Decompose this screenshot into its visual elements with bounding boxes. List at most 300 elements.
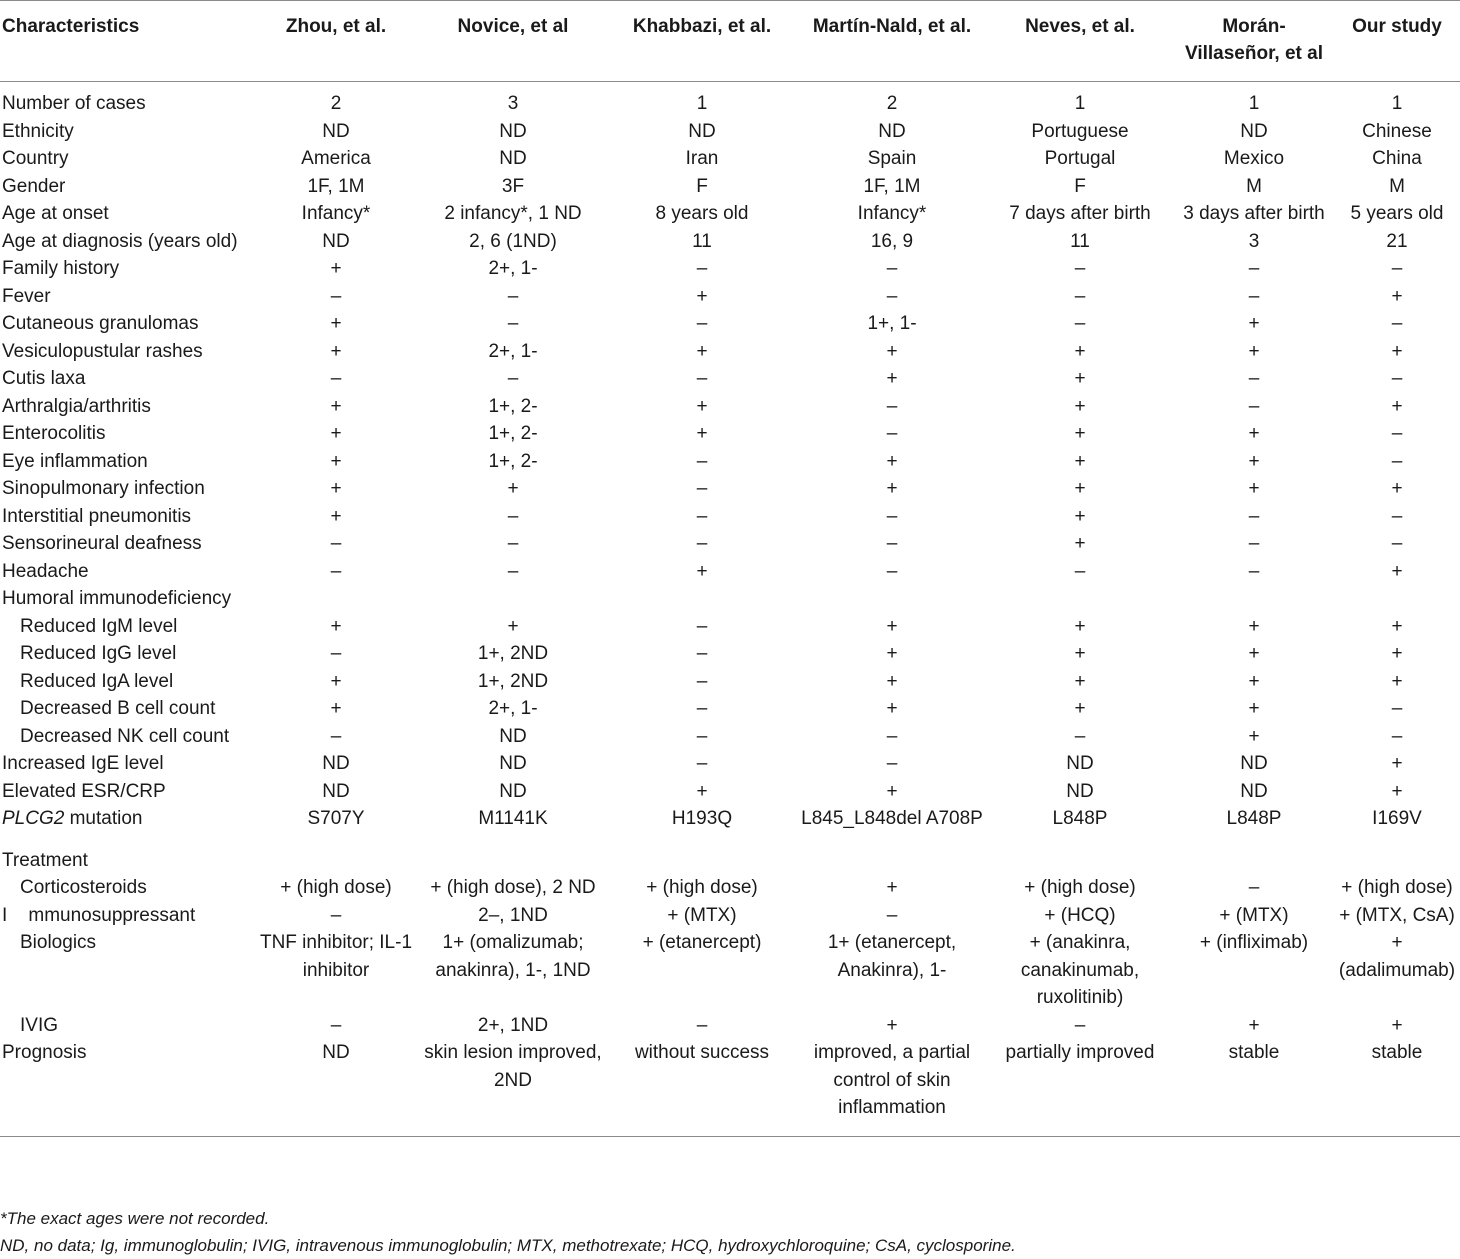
row-label: Prognosis (2, 1042, 87, 1063)
cell-value: M1141K (478, 808, 548, 829)
table-row (0, 365, 1460, 393)
cell-value: + (anakinra, canakinumab, ruxolitinib) (1020, 932, 1140, 1008)
cell-value: America (301, 148, 371, 169)
cell-value: + (1074, 505, 1086, 527)
row-label: Headache (2, 560, 89, 582)
cell-value: – (330, 560, 342, 582)
row-label: Country (2, 148, 69, 169)
spacer-row (0, 82, 1460, 91)
cell-value: – (330, 643, 342, 664)
cell-value: S707Y (307, 808, 365, 829)
cell-value: + (1391, 753, 1403, 774)
cell-value: – (886, 560, 898, 582)
cell-value: 1+, 2ND (477, 643, 549, 664)
cell-value: – (1391, 313, 1403, 334)
cell-value: 1+, 2- (488, 450, 538, 472)
cell-value (606, 833, 798, 875)
column-header-study: Neves, et al. (1025, 16, 1135, 37)
cell-value: – (507, 505, 519, 527)
cell-value: – (1074, 1014, 1086, 1036)
cell-value: – (886, 533, 898, 554)
table-row (0, 173, 1460, 201)
cell-value: + (MTX, CsA) (1339, 904, 1455, 926)
cell-value: – (1248, 877, 1260, 898)
cell-value: – (330, 904, 342, 926)
column-header-study: Martín-Nald, et al. (812, 16, 972, 37)
cell-value: + (330, 450, 342, 472)
cell-value: Chinese (1362, 120, 1432, 142)
cell-value: ND (499, 148, 527, 169)
cell-value: – (1391, 423, 1403, 444)
cell-value: 2 infancy*, 1 ND (444, 203, 582, 224)
cell-value: + (1391, 285, 1403, 307)
cell-value: + (1074, 478, 1086, 499)
cell-value: + (330, 395, 342, 417)
row-label: Biologics (20, 932, 97, 953)
cell-value: ND (322, 780, 350, 802)
cell-value: 7 days after birth (1009, 203, 1151, 224)
cell-value: + (330, 340, 342, 362)
row-label: Reduced IgA level (20, 670, 174, 692)
cell-value: – (886, 725, 898, 747)
cell-value: Iran (685, 148, 719, 169)
table-row (0, 283, 1460, 311)
cell-value: + (1074, 450, 1086, 472)
cell-value: ND (1240, 753, 1268, 774)
cell-value: – (886, 904, 898, 926)
column-header-study: Novice, et al (457, 16, 569, 37)
cell-value: Portugal (1044, 148, 1116, 169)
cell-value: + (1248, 615, 1260, 637)
table-row (0, 338, 1460, 366)
row-label: Gender (2, 175, 66, 197)
cell-value: – (1248, 560, 1260, 582)
cell-value: + (1248, 725, 1260, 747)
cell-value: 1+, 2- (488, 395, 538, 417)
cell-value: – (1248, 533, 1260, 554)
cell-value: improved, a partial control of skin inflammation (813, 1042, 971, 1118)
cell-value: Spain (867, 148, 917, 169)
cell-value: 2, 6 (1ND) (469, 230, 557, 252)
table-row (0, 902, 1460, 930)
row-label: Ethnicity (2, 120, 74, 142)
cell-value: – (1391, 698, 1403, 719)
cell-value: + (886, 450, 898, 472)
cell-value: + (507, 615, 519, 637)
table-row (0, 723, 1460, 751)
cell-value: – (1248, 285, 1260, 307)
table-row (0, 695, 1460, 723)
cell-value: – (1074, 725, 1086, 747)
cell-value: + (1248, 340, 1260, 362)
table-row (0, 420, 1460, 448)
cell-value: without success (634, 1042, 770, 1063)
cell-value: – (696, 258, 708, 279)
row-label: Age at diagnosis (years old) (2, 230, 238, 252)
cell-value: + (1074, 643, 1086, 664)
cell-value: ND (1240, 780, 1268, 802)
cell-value: + (886, 643, 898, 664)
cell-value: + (1391, 643, 1403, 664)
cell-value: 11 (1070, 230, 1090, 252)
cell-value: 1F, 1M (863, 175, 921, 197)
cell-value: + (HCQ) (1044, 904, 1116, 926)
cell-value: – (330, 1014, 342, 1036)
cell-value: F (1074, 175, 1086, 197)
cell-value: stable (1228, 1042, 1280, 1063)
row-label: Eye inflammation (2, 450, 148, 472)
cell-value: 3 days after birth (1183, 203, 1325, 224)
cell-value: + (infliximab) (1199, 932, 1309, 953)
cell-value: ND (688, 120, 716, 142)
cell-value: + (886, 615, 898, 637)
row-label: Reduced IgM level (20, 615, 178, 637)
cell-value: + (1248, 670, 1260, 692)
table-row (0, 200, 1460, 228)
cell-value: China (1372, 148, 1422, 169)
cell-value: + (1248, 698, 1260, 719)
table-body (0, 82, 1460, 1137)
table-row (0, 530, 1460, 558)
cell-value: + (1391, 395, 1403, 417)
cell-value: 2+, 1- (488, 340, 538, 362)
cell-value: + (1248, 478, 1260, 499)
cell-value: – (330, 368, 342, 389)
cell-value: – (696, 615, 708, 637)
cell-value: + (1074, 533, 1086, 554)
table-row (0, 640, 1460, 668)
cell-value: + (886, 478, 898, 499)
cell-value: + (886, 670, 898, 692)
cell-value: – (886, 753, 898, 774)
cell-value: 1F, 1M (307, 175, 365, 197)
cell-value: + (1074, 670, 1086, 692)
cell-value (798, 833, 986, 875)
cell-value: Infancy* (301, 203, 371, 224)
row-label: Increased IgE level (2, 753, 164, 774)
cell-value: – (507, 560, 519, 582)
cell-value: + (high dose) (1341, 877, 1453, 898)
cell-value: + (high dose) (1024, 877, 1136, 898)
cell-value: – (696, 368, 708, 389)
row-label: Number of cases (2, 93, 146, 114)
cell-value: I169V (1372, 808, 1422, 829)
cell-value: + (1391, 478, 1403, 499)
cell-value: + (1074, 423, 1086, 444)
cell-value: – (696, 478, 708, 499)
header-row (0, 1, 1460, 82)
cell-value: + (1074, 395, 1086, 417)
table-row (0, 228, 1460, 256)
cell-value: – (507, 313, 519, 334)
cell-value: + (330, 258, 342, 279)
cell-value: + (696, 395, 708, 417)
cell-value: + (1248, 1014, 1260, 1036)
cell-value: ND (322, 230, 350, 252)
cell-value: 1 (1074, 93, 1086, 114)
cell-value: + (696, 285, 708, 307)
cell-value: + (1248, 313, 1260, 334)
cell-value: – (696, 725, 708, 747)
table-row (0, 1012, 1460, 1040)
cell-value: + (886, 698, 898, 719)
row-label: Vesiculopustular rashes (2, 340, 203, 362)
row-label: Interstitial pneumonitis (2, 505, 192, 527)
cell-value: – (1248, 505, 1260, 527)
cell-value: – (1074, 285, 1086, 307)
cell-value: – (507, 285, 519, 307)
cell-value: + (1248, 423, 1260, 444)
table-row (0, 750, 1460, 778)
cell-value (252, 585, 420, 613)
column-header-characteristics: Characteristics (2, 16, 140, 37)
cell-value: – (696, 1014, 708, 1036)
cell-value: + (1074, 615, 1086, 637)
cell-value: + (high dose) (280, 877, 392, 898)
cell-value: + (1248, 643, 1260, 664)
cell-value: – (886, 505, 898, 527)
cell-value: – (696, 505, 708, 527)
cell-value: + (1074, 368, 1086, 389)
row-label: Enterocolitis (2, 423, 106, 444)
cell-value: Infancy* (857, 203, 927, 224)
table-row (0, 145, 1460, 173)
cell-value: – (696, 313, 708, 334)
cell-value: + (330, 313, 342, 334)
cell-value: + (1391, 340, 1403, 362)
cell-value: + (696, 423, 708, 444)
cell-value: – (507, 533, 519, 554)
table-row (0, 668, 1460, 696)
footnote-ages: *The exact ages were not recorded. (0, 1209, 270, 1228)
table-row (0, 874, 1460, 902)
row-label: Arthralgia/arthritis (2, 395, 151, 417)
cell-value: 1+, 2- (488, 423, 538, 444)
table-row (0, 805, 1460, 833)
cell-value: M (1389, 175, 1405, 197)
cell-value: ND (499, 725, 527, 747)
table-row (0, 255, 1460, 283)
footnote-abbreviations: ND, no data; Ig, immunoglobulin; IVIG, intravenous immunoglobulin; MTX, methotrexate; HCQ, hydroxychloroquine; CsA, cyclosporine. (0, 1236, 1016, 1255)
cell-value: – (1248, 368, 1260, 389)
cell-value: – (1391, 258, 1403, 279)
cell-value: + (886, 340, 898, 362)
cell-value: – (330, 285, 342, 307)
cell-value: + (886, 1014, 898, 1036)
cell-value: TNF inhibitor; IL-1 inhibitor (259, 932, 413, 981)
cell-value: ND (499, 780, 527, 802)
table-row (0, 310, 1460, 338)
cell-value: 3 (1248, 230, 1260, 252)
cell-value: 1+, 1- (867, 313, 917, 334)
cell-value: 21 (1386, 230, 1408, 252)
cell-value: + (330, 615, 342, 637)
cell-value (1174, 833, 1334, 875)
table-row (0, 558, 1460, 586)
cell-value: + (330, 478, 342, 499)
row-label: Sensorineural deafness (2, 533, 202, 554)
cell-value (1334, 585, 1460, 613)
cell-value: + (MTX) (1219, 904, 1289, 926)
cell-value: + (1391, 560, 1403, 582)
cell-value (420, 585, 606, 613)
row-label: Elevated ESR/CRP (2, 780, 166, 802)
cell-value: – (507, 368, 519, 389)
cell-value: + (1248, 450, 1260, 472)
table-row (0, 929, 1460, 1012)
cell-value: Portuguese (1031, 120, 1129, 142)
cell-value: – (886, 423, 898, 444)
cell-value: ND (1240, 120, 1268, 142)
cell-value: ND (878, 120, 906, 142)
cell-value: + (886, 877, 898, 898)
cell-value: Mexico (1223, 148, 1285, 169)
cell-value: 1+, 2ND (477, 670, 549, 692)
cell-value: L845_L848del A708P (801, 808, 983, 829)
cell-value: 8 years old (655, 203, 749, 224)
cell-value (798, 585, 986, 613)
cell-value: + (507, 478, 519, 499)
cell-value: + (high dose), 2 ND (430, 877, 596, 898)
cell-value: 2+, 1- (488, 258, 538, 279)
cell-value: – (1074, 313, 1086, 334)
cell-value: – (696, 643, 708, 664)
cell-value: + (1391, 780, 1403, 802)
cell-value: 1 (1248, 93, 1260, 114)
cell-value: – (1391, 725, 1403, 747)
cell-value: 3F (501, 175, 525, 197)
cell-value: 3 (507, 93, 519, 114)
cell-value: ND (499, 753, 527, 774)
row-label: I mmunosuppressant (2, 904, 196, 926)
cell-value: + (330, 423, 342, 444)
row-label: Age at onset (2, 203, 109, 224)
column-header-study: Zhou, et al. (285, 16, 387, 37)
cell-value: H193Q (671, 808, 733, 829)
table-row (0, 90, 1460, 118)
row-label: Fever (2, 285, 51, 307)
table-row (0, 475, 1460, 503)
cell-value: – (1391, 450, 1403, 472)
cell-value (1174, 585, 1334, 613)
cell-value: 1+ (omalizumab; anakinra), 1-, 1ND (435, 932, 591, 981)
row-label: Humoral immunodeficiency (2, 588, 232, 609)
cell-value: 1 (696, 93, 708, 114)
cell-value: + (etanercept) (642, 932, 762, 953)
cell-value (252, 833, 420, 875)
cell-value: ND (1066, 780, 1094, 802)
cell-value: – (1391, 533, 1403, 554)
cell-value: + (1391, 1014, 1403, 1036)
cell-value: stable (1371, 1042, 1423, 1063)
cell-value: ND (322, 753, 350, 774)
cell-value: + (1074, 340, 1086, 362)
table-footnotes (0, 1205, 1460, 1259)
cell-value: 2+, 1- (488, 698, 538, 719)
table-row (0, 585, 1460, 613)
column-header-study: Khabbazi, et al. (632, 16, 772, 37)
cell-value: – (696, 533, 708, 554)
cell-value: + (886, 368, 898, 389)
cell-value: + (696, 560, 708, 582)
cell-value: ND (1066, 753, 1094, 774)
cell-value (1334, 833, 1460, 875)
row-label: Reduced IgG level (20, 643, 177, 664)
row-label: Cutaneous granulomas (2, 313, 199, 334)
column-header-study: Morán-Villaseñor, et al (1184, 16, 1323, 64)
cell-value: + (adalimumab) (1338, 932, 1456, 981)
cell-value: – (886, 285, 898, 307)
cell-value: – (1074, 560, 1086, 582)
cell-value: M (1246, 175, 1262, 197)
cell-value: + (1391, 615, 1403, 637)
cell-value: – (1391, 505, 1403, 527)
cell-value: skin lesion improved, 2ND (424, 1042, 602, 1091)
cell-value (986, 833, 1174, 875)
cell-value: ND (322, 1042, 350, 1063)
cell-value: – (330, 533, 342, 554)
table-header (0, 1, 1460, 82)
cell-value: L848P (1052, 808, 1108, 829)
cell-value: – (330, 725, 342, 747)
cell-value (986, 585, 1174, 613)
table-row (0, 1039, 1460, 1136)
table-row (0, 448, 1460, 476)
cell-value: – (886, 395, 898, 417)
cell-value: 2 (886, 93, 898, 114)
row-label: PLCG2 mutation (2, 808, 143, 829)
table-row (0, 393, 1460, 421)
row-label: Decreased NK cell count (20, 725, 230, 747)
cell-value: + (1074, 698, 1086, 719)
cell-value (606, 585, 798, 613)
cell-value: 2+, 1ND (477, 1014, 549, 1036)
cell-value: – (1248, 258, 1260, 279)
cell-value: L848P (1226, 808, 1282, 829)
cell-value: – (696, 450, 708, 472)
cell-value: + (1391, 670, 1403, 692)
table-row (0, 778, 1460, 806)
cell-value: – (1248, 395, 1260, 417)
cell-value: 1+ (etanercept, Anakinra), 1- (827, 932, 957, 981)
cell-value: – (1391, 368, 1403, 389)
table-row (0, 613, 1460, 641)
row-label: Decreased B cell count (20, 698, 216, 719)
cell-value: – (696, 698, 708, 719)
cell-value: + (high dose) (646, 877, 758, 898)
column-header-study: Our study (1352, 16, 1442, 37)
cell-value: 1 (1391, 93, 1403, 114)
row-label: IVIG (20, 1014, 59, 1036)
cell-value: 11 (692, 230, 712, 252)
cell-value: – (696, 670, 708, 692)
row-label: Family history (2, 258, 120, 279)
cell-value (420, 833, 606, 875)
cell-value: partially improved (1005, 1042, 1155, 1063)
cell-value: 2 (330, 93, 342, 114)
cell-value: – (1074, 258, 1086, 279)
row-label: Sinopulmonary infection (2, 478, 205, 499)
cell-value: 5 years old (1350, 203, 1444, 224)
cell-value: + (330, 670, 342, 692)
cell-value: + (330, 505, 342, 527)
cell-value: + (696, 340, 708, 362)
cell-value: ND (322, 120, 350, 142)
cell-value: F (696, 175, 708, 197)
cell-value: 16, 9 (870, 230, 914, 252)
cell-value: + (696, 780, 708, 802)
cell-value: 2–, 1ND (478, 904, 548, 926)
